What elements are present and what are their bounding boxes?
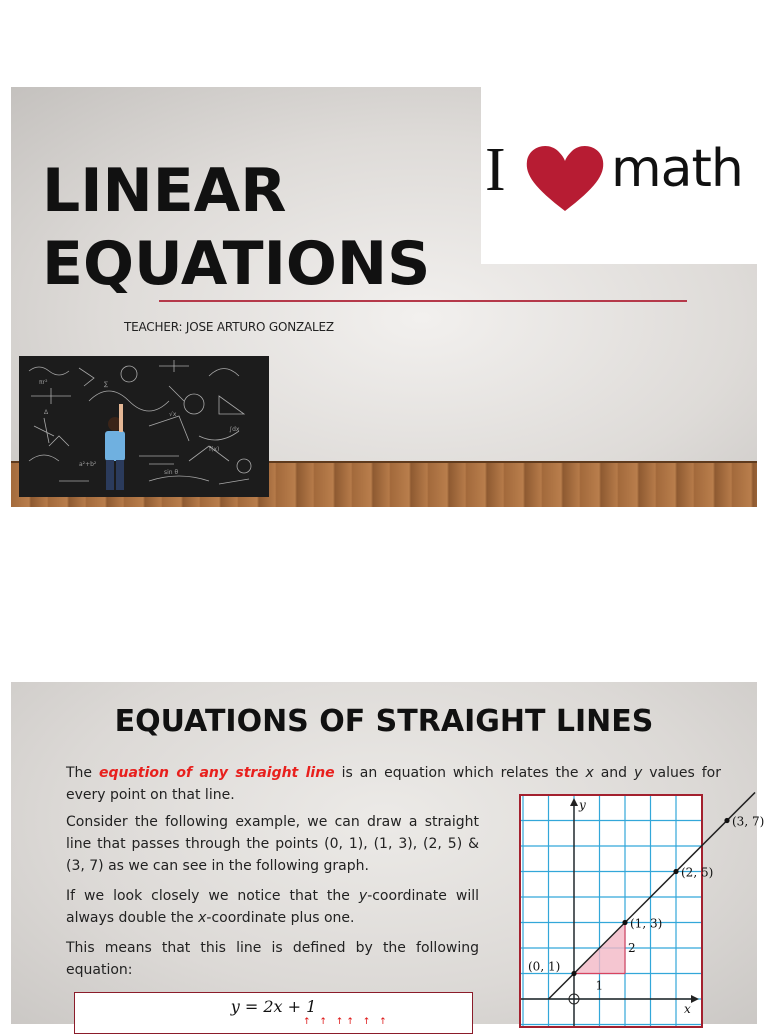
- line-graph: [519, 794, 765, 1028]
- svg-text:a²+b²: a²+b²: [79, 461, 97, 468]
- highlighted-term: equation of any straight line: [99, 765, 335, 781]
- teacher-name: TEACHER: JOSE ARTURO GONZALEZ: [124, 320, 334, 334]
- equation-box: [74, 992, 473, 1034]
- child-figure: [105, 404, 125, 490]
- series-line: [549, 792, 756, 999]
- svg-text:√x: √x: [169, 411, 177, 418]
- x-axis-label: x: [684, 1002, 691, 1016]
- data-point: [571, 971, 576, 976]
- logo-letter-i: I: [485, 136, 506, 204]
- data-point: [622, 920, 627, 925]
- i-love-math-logo: [481, 87, 757, 264]
- title-slide: [11, 87, 757, 507]
- svg-text:∑: ∑: [104, 381, 109, 388]
- equation-text: y = 2x + 1: [230, 997, 317, 1016]
- run-label: 1: [595, 978, 604, 993]
- chalkboard-scribbles: [19, 356, 269, 497]
- conclusion-paragraph: This means that this line is defined by the following equation:: [66, 940, 479, 978]
- svg-text:Δ: Δ: [44, 409, 49, 416]
- point-label: (0, 1): [528, 959, 561, 974]
- slide-title: [42, 155, 430, 301]
- intro-paragraph: The equation of any straight line is an equation which relates the x and y values for every point on that line.: [66, 765, 721, 803]
- title-line-1: LINEAR: [42, 156, 287, 226]
- heart-icon: [525, 143, 605, 213]
- chalkboard-photo: [19, 356, 269, 497]
- equations-slide: [11, 682, 765, 1027]
- example-paragraph: Consider the following example, we can draw a straight line that passes through the points (0, 1), (1, 3), (2, 5) & (3, 7) as we can see in the following graph.: [66, 814, 479, 874]
- svg-text:∫dx: ∫dx: [229, 426, 240, 433]
- point-label: (1, 3): [630, 916, 663, 931]
- y-axis-arrow: [570, 798, 578, 806]
- x-axis-arrow: [691, 995, 699, 1003]
- point-label: (3, 7): [732, 814, 765, 829]
- data-point: [724, 818, 729, 823]
- title-divider: [159, 300, 687, 302]
- title-line-2: EQUATIONS: [42, 229, 431, 299]
- graph-canvas: [521, 796, 765, 1026]
- point-label: (2, 5): [681, 865, 714, 880]
- svg-text:f(x): f(x): [209, 446, 220, 453]
- rise-label: 2: [628, 941, 636, 955]
- y-axis-label: y: [579, 798, 586, 812]
- observation-paragraph: If we look closely we notice that the y-coordinate will always double the x-coordinate plus one.: [66, 888, 480, 926]
- equation-arrows: ↑ ↑ ↑↑ ↑ ↑: [303, 1017, 390, 1027]
- data-point: [673, 869, 678, 874]
- svg-text:πr²: πr²: [39, 379, 48, 386]
- slide-title: EQUATIONS OF STRAIGHT LINES: [114, 704, 654, 739]
- svg-text:sin θ: sin θ: [164, 469, 179, 476]
- logo-word-math: math: [611, 139, 743, 199]
